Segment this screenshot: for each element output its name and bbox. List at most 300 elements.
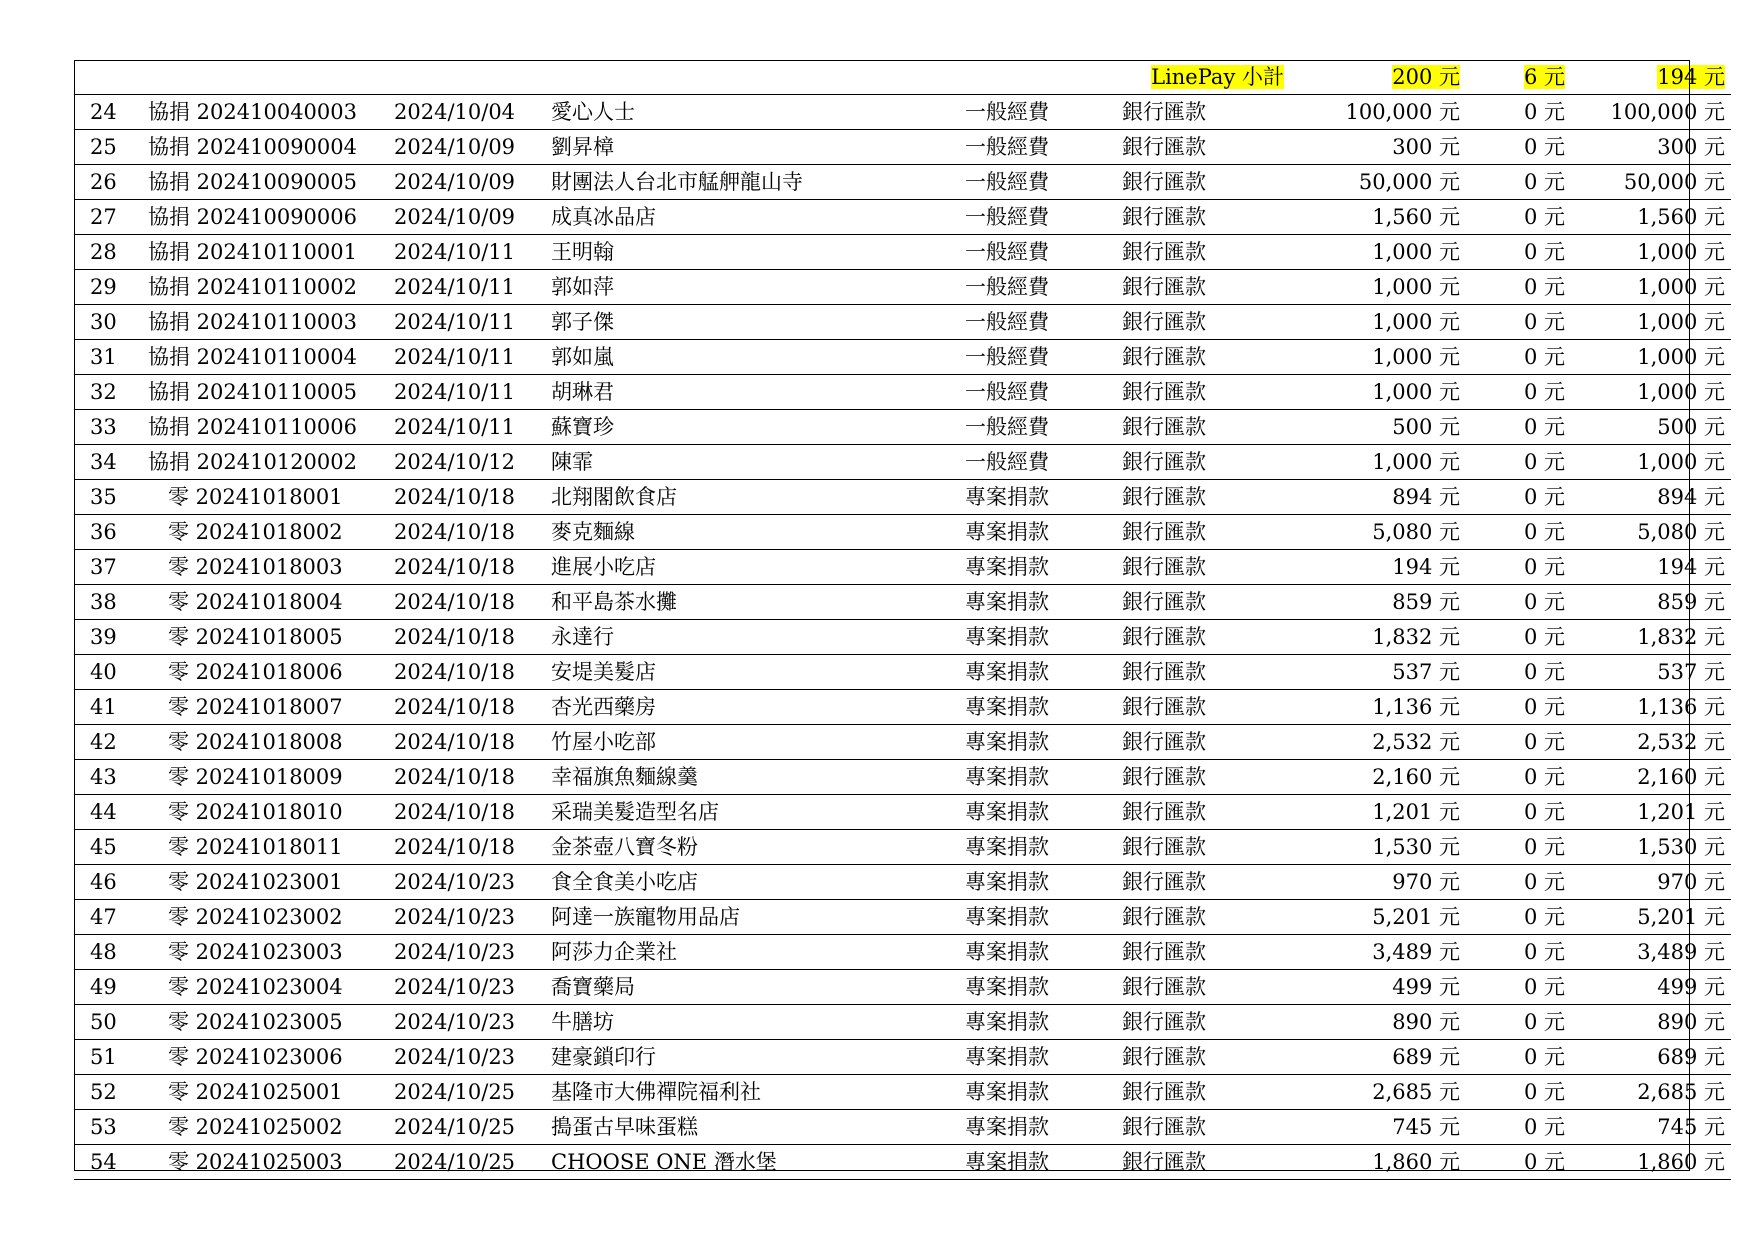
donation-type-text: 一般經費 xyxy=(965,205,1049,229)
handling-fee-text: 0 元 xyxy=(1523,310,1565,334)
handling-fee xyxy=(1468,1110,1571,1145)
donation-amount xyxy=(1294,830,1468,865)
table-row xyxy=(74,1040,1731,1075)
row-number-text: 26 xyxy=(90,170,117,194)
donation-ledger xyxy=(74,60,1725,1180)
receipt-id-text: 協捐 202410090005 xyxy=(148,170,358,194)
donation-date-text: 2024/10/23 xyxy=(394,1045,516,1069)
donation-date-text: 2024/10/09 xyxy=(394,170,516,194)
donation-date-text: 2024/10/04 xyxy=(394,100,516,124)
handling-fee xyxy=(1468,830,1571,865)
donation-amount-text: 1,201 元 xyxy=(1372,800,1460,824)
handling-fee-text: 0 元 xyxy=(1523,485,1565,509)
donation-amount-text: 890 元 xyxy=(1392,1010,1460,1034)
donor-name-text: 麥克麵線 xyxy=(551,520,635,544)
donation-date-text: 2024/10/09 xyxy=(394,205,516,229)
receipt-id-text: 協捐 202410110004 xyxy=(148,345,358,369)
receipt-id xyxy=(148,725,386,760)
table-row xyxy=(74,515,1731,550)
net-amount xyxy=(1571,270,1731,305)
payment-method xyxy=(1122,935,1294,970)
row-number-text: 28 xyxy=(90,240,117,264)
donor-name-text: 陳霏 xyxy=(551,450,593,474)
donor-name xyxy=(545,900,965,935)
net-amount xyxy=(1571,690,1731,725)
donor-name xyxy=(545,585,965,620)
donation-type xyxy=(965,165,1122,200)
row-number-text: 42 xyxy=(90,730,117,754)
donation-date xyxy=(386,620,545,655)
net-amount xyxy=(1571,200,1731,235)
donation-date xyxy=(386,1110,545,1145)
net-amount-text: 1,560 元 xyxy=(1637,205,1725,229)
handling-fee xyxy=(1468,970,1571,1005)
donor-name xyxy=(545,1145,965,1180)
receipt-id-text: 零 20241018009 xyxy=(168,765,343,789)
handling-fee xyxy=(1468,690,1571,725)
donor-name-text: 建豪鎖印行 xyxy=(551,1045,656,1069)
donation-type-text: 專案捐款 xyxy=(965,695,1049,719)
handling-fee-text: 0 元 xyxy=(1523,1045,1565,1069)
donation-type xyxy=(965,95,1122,130)
handling-fee xyxy=(1468,515,1571,550)
table-row xyxy=(74,445,1731,480)
net-amount-text: 689 元 xyxy=(1657,1045,1725,1069)
table-row xyxy=(74,970,1731,1005)
donor-name-text: 劉昇樟 xyxy=(551,135,614,159)
row-number xyxy=(74,1075,148,1110)
donor-name xyxy=(545,1110,965,1145)
payment-method xyxy=(1122,830,1294,865)
payment-method xyxy=(1122,1110,1294,1145)
donor-name xyxy=(545,410,965,445)
receipt-id xyxy=(148,1075,386,1110)
receipt-id xyxy=(148,1005,386,1040)
donation-amount-text: 499 元 xyxy=(1392,975,1460,999)
receipt-id xyxy=(148,270,386,305)
donation-amount-text: 194 元 xyxy=(1392,555,1460,579)
donation-type xyxy=(965,1110,1122,1145)
table-row xyxy=(74,130,1731,165)
net-amount-text: 5,201 元 xyxy=(1637,905,1725,929)
net-amount xyxy=(1571,795,1731,830)
receipt-id-text: 零 20241018011 xyxy=(168,835,343,859)
row-number xyxy=(74,445,148,480)
receipt-id xyxy=(148,900,386,935)
net-amount-text: 1,860 元 xyxy=(1637,1150,1725,1174)
donation-type-text: 專案捐款 xyxy=(965,555,1049,579)
donation-type xyxy=(965,725,1122,760)
receipt-id-text: 協捐 202410110005 xyxy=(148,380,358,404)
row-number xyxy=(74,200,148,235)
donation-amount-text: 1,000 元 xyxy=(1372,380,1460,404)
donor-name xyxy=(545,1040,965,1075)
donation-amount-text: 3,489 元 xyxy=(1372,940,1460,964)
payment-method-text: 銀行匯款 xyxy=(1122,450,1206,474)
net-amount xyxy=(1571,235,1731,270)
donation-amount-text: 100,000 元 xyxy=(1345,100,1460,124)
donation-type xyxy=(965,410,1122,445)
donation-amount-text: 300 元 xyxy=(1392,135,1460,159)
receipt-id xyxy=(148,480,386,515)
donation-date-text: 2024/10/18 xyxy=(394,730,516,754)
net-amount xyxy=(1571,1075,1731,1110)
net-amount-text: 2,532 元 xyxy=(1637,730,1725,754)
payment-method-text: 銀行匯款 xyxy=(1122,170,1206,194)
donation-type-text: 專案捐款 xyxy=(965,1010,1049,1034)
row-number xyxy=(74,375,148,410)
table-row xyxy=(74,340,1731,375)
receipt-id-text: 零 20241018002 xyxy=(168,520,343,544)
donation-type xyxy=(965,445,1122,480)
donation-type xyxy=(965,620,1122,655)
donation-date xyxy=(386,585,545,620)
donation-date xyxy=(386,900,545,935)
receipt-id xyxy=(148,130,386,165)
row-number-text: 32 xyxy=(90,380,117,404)
donor-name xyxy=(545,690,965,725)
handling-fee-text: 0 元 xyxy=(1523,240,1565,264)
donation-type xyxy=(965,690,1122,725)
donor-name-text: 基隆市大佛禪院福利社 xyxy=(551,1080,761,1104)
donor-name xyxy=(545,305,965,340)
handling-fee-text: 0 元 xyxy=(1523,835,1565,859)
donation-date xyxy=(386,1005,545,1040)
row-number xyxy=(74,515,148,550)
payment-method-text: 銀行匯款 xyxy=(1122,415,1206,439)
donor-name xyxy=(545,480,965,515)
handling-fee xyxy=(1468,200,1571,235)
handling-fee xyxy=(1468,1075,1571,1110)
net-amount xyxy=(1571,585,1731,620)
receipt-id xyxy=(148,95,386,130)
receipt-id xyxy=(148,830,386,865)
table-row xyxy=(74,1110,1731,1145)
net-amount xyxy=(1571,900,1731,935)
handling-fee-text: 0 元 xyxy=(1523,1080,1565,1104)
donation-amount xyxy=(1294,410,1468,445)
donation-type xyxy=(965,935,1122,970)
payment-method xyxy=(1122,865,1294,900)
donation-date xyxy=(386,480,545,515)
payment-method-text: 銀行匯款 xyxy=(1122,205,1206,229)
donor-name-text: 幸福旗魚麵線羹 xyxy=(551,765,698,789)
payment-method xyxy=(1122,690,1294,725)
donation-type-text: 一般經費 xyxy=(965,310,1049,334)
payment-method-text: 銀行匯款 xyxy=(1122,240,1206,264)
donation-type xyxy=(965,235,1122,270)
donor-name-text: 北翔閣飲食店 xyxy=(551,485,677,509)
table-row xyxy=(74,270,1731,305)
donation-amount xyxy=(1294,270,1468,305)
donation-amount xyxy=(1294,1110,1468,1145)
receipt-id-text: 零 20241025002 xyxy=(168,1115,343,1139)
donor-name-text: CHOOSE ONE 潛水堡 xyxy=(551,1150,777,1174)
handling-fee-text: 0 元 xyxy=(1523,205,1565,229)
donation-amount-text: 859 元 xyxy=(1392,590,1460,614)
donation-type-text: 專案捐款 xyxy=(965,765,1049,789)
donation-date xyxy=(386,795,545,830)
row-number-text: 44 xyxy=(90,800,117,824)
donation-date xyxy=(386,445,545,480)
net-amount-text: 50,000 元 xyxy=(1623,170,1725,194)
net-amount xyxy=(1571,1110,1731,1145)
donation-type-text: 專案捐款 xyxy=(965,835,1049,859)
net-amount-text: 1,136 元 xyxy=(1637,695,1725,719)
row-number-text: 47 xyxy=(90,905,117,929)
net-amount xyxy=(1571,130,1731,165)
table-row xyxy=(74,200,1731,235)
payment-method xyxy=(1122,375,1294,410)
receipt-id-text: 零 20241018001 xyxy=(168,485,343,509)
donor-name xyxy=(545,130,965,165)
receipt-id xyxy=(148,1040,386,1075)
donation-type-text: 專案捐款 xyxy=(965,800,1049,824)
donation-type xyxy=(965,550,1122,585)
receipt-id xyxy=(148,1145,386,1180)
donation-type-text: 一般經費 xyxy=(965,415,1049,439)
payment-method-text: 銀行匯款 xyxy=(1122,345,1206,369)
donation-date-text: 2024/10/18 xyxy=(394,800,516,824)
receipt-id-text: 協捐 202410090004 xyxy=(148,135,358,159)
payment-method-text: 銀行匯款 xyxy=(1122,275,1206,299)
donation-amount-text: 1,136 元 xyxy=(1372,695,1460,719)
receipt-id xyxy=(148,165,386,200)
table-row xyxy=(74,795,1731,830)
row-number xyxy=(74,795,148,830)
donation-amount-text: 894 元 xyxy=(1392,485,1460,509)
donation-date xyxy=(386,1075,545,1110)
net-amount-text: 300 元 xyxy=(1657,135,1725,159)
net-amount xyxy=(1571,305,1731,340)
row-number-text: 50 xyxy=(90,1010,117,1034)
donation-date xyxy=(386,130,545,165)
handling-fee xyxy=(1468,865,1571,900)
row-number-text: 49 xyxy=(90,975,117,999)
net-amount xyxy=(1571,515,1731,550)
donation-date-text: 2024/10/23 xyxy=(394,905,516,929)
donation-date xyxy=(386,655,545,690)
net-amount xyxy=(1571,410,1731,445)
handling-fee xyxy=(1468,480,1571,515)
donor-name xyxy=(545,1075,965,1110)
donation-amount xyxy=(1294,1145,1468,1180)
handling-fee-text: 0 元 xyxy=(1523,275,1565,299)
payment-method xyxy=(1122,1040,1294,1075)
payment-method-text: 銀行匯款 xyxy=(1122,485,1206,509)
donation-type xyxy=(965,970,1122,1005)
handling-fee xyxy=(1468,305,1571,340)
donation-amount xyxy=(1294,480,1468,515)
net-amount xyxy=(1571,620,1731,655)
payment-method xyxy=(1122,270,1294,305)
receipt-id-text: 協捐 202410110003 xyxy=(148,310,358,334)
receipt-id xyxy=(148,760,386,795)
donation-date-text: 2024/10/11 xyxy=(394,380,516,404)
donation-date-text: 2024/10/18 xyxy=(394,765,516,789)
donation-amount-text: 1,000 元 xyxy=(1372,450,1460,474)
donor-name-text: 蘇寶珍 xyxy=(551,415,614,439)
payment-method xyxy=(1122,620,1294,655)
handling-fee-text: 0 元 xyxy=(1523,800,1565,824)
donation-type xyxy=(965,270,1122,305)
donation-amount-text: 2,532 元 xyxy=(1372,730,1460,754)
handling-fee-text: 0 元 xyxy=(1523,555,1565,579)
receipt-id-text: 零 20241025001 xyxy=(168,1080,343,1104)
donation-date xyxy=(386,165,545,200)
net-amount xyxy=(1571,760,1731,795)
donor-name xyxy=(545,970,965,1005)
donation-type-text: 一般經費 xyxy=(965,275,1049,299)
donation-type-text: 專案捐款 xyxy=(965,1045,1049,1069)
payment-method-text: 銀行匯款 xyxy=(1122,660,1206,684)
receipt-id-text: 零 20241023004 xyxy=(168,975,343,999)
payment-method xyxy=(1122,95,1294,130)
donation-date xyxy=(386,95,545,130)
handling-fee-text: 0 元 xyxy=(1523,450,1565,474)
donation-type xyxy=(965,830,1122,865)
net-amount-text: 1,832 元 xyxy=(1637,625,1725,649)
donation-date-text: 2024/10/25 xyxy=(394,1150,516,1174)
donation-amount-text: 1,530 元 xyxy=(1372,835,1460,859)
handling-fee-text: 0 元 xyxy=(1523,660,1565,684)
donation-amount-text: 50,000 元 xyxy=(1358,170,1460,194)
net-amount xyxy=(1571,865,1731,900)
donor-name xyxy=(545,1005,965,1040)
row-number-text: 43 xyxy=(90,765,117,789)
donation-type xyxy=(965,375,1122,410)
net-amount xyxy=(1571,1145,1731,1180)
net-amount-text: 859 元 xyxy=(1657,590,1725,614)
donor-name-text: 牛膳坊 xyxy=(551,1010,614,1034)
row-number-text: 37 xyxy=(90,555,117,579)
donation-type xyxy=(965,515,1122,550)
net-amount xyxy=(1571,95,1731,130)
net-amount xyxy=(1571,1005,1731,1040)
donation-amount-text: 537 元 xyxy=(1392,660,1460,684)
handling-fee-text: 0 元 xyxy=(1523,975,1565,999)
donation-type xyxy=(965,1040,1122,1075)
receipt-id-text: 零 20241025003 xyxy=(168,1150,343,1174)
net-amount xyxy=(1571,830,1731,865)
donation-type-text: 專案捐款 xyxy=(965,870,1049,894)
receipt-id xyxy=(148,865,386,900)
handling-fee xyxy=(1468,375,1571,410)
table-row xyxy=(74,375,1731,410)
handling-fee-text: 0 元 xyxy=(1523,905,1565,929)
receipt-id xyxy=(148,200,386,235)
donation-amount-text: 745 元 xyxy=(1392,1115,1460,1139)
donation-type-text: 專案捐款 xyxy=(965,730,1049,754)
handling-fee xyxy=(1468,900,1571,935)
row-number-text: 52 xyxy=(90,1080,117,1104)
donor-name-text: 竹屋小吃部 xyxy=(551,730,656,754)
receipt-id-text: 零 20241018010 xyxy=(168,800,343,824)
donor-name-text: 食全食美小吃店 xyxy=(551,870,698,894)
donation-type-text: 專案捐款 xyxy=(965,660,1049,684)
donation-date xyxy=(386,1040,545,1075)
receipt-id xyxy=(148,515,386,550)
donation-type-text: 專案捐款 xyxy=(965,905,1049,929)
row-number xyxy=(74,935,148,970)
receipt-id xyxy=(148,375,386,410)
receipt-id xyxy=(148,305,386,340)
handling-fee xyxy=(1468,410,1571,445)
receipt-id-text: 協捐 202410120002 xyxy=(148,450,358,474)
payment-method-text: 銀行匯款 xyxy=(1122,590,1206,614)
receipt-id-text: 協捐 202410090006 xyxy=(148,205,358,229)
donation-amount xyxy=(1294,690,1468,725)
handling-fee-text: 0 元 xyxy=(1523,415,1565,439)
table-row xyxy=(74,480,1731,515)
donor-name-text: 和平島茶水攤 xyxy=(551,590,677,614)
net-amount-text: 500 元 xyxy=(1657,415,1725,439)
donation-type xyxy=(965,1075,1122,1110)
table-row xyxy=(74,1005,1731,1040)
table-row xyxy=(74,690,1731,725)
row-number-text: 46 xyxy=(90,870,117,894)
donor-name xyxy=(545,270,965,305)
donor-name xyxy=(545,935,965,970)
donation-amount xyxy=(1294,375,1468,410)
receipt-id-text: 協捐 202410110001 xyxy=(148,240,358,264)
donation-amount-text: 5,080 元 xyxy=(1372,520,1460,544)
donation-date-text: 2024/10/11 xyxy=(394,415,516,439)
net-amount-text: 1,000 元 xyxy=(1637,450,1725,474)
donor-name-text: 胡琳君 xyxy=(551,380,614,404)
donation-type-text: 一般經費 xyxy=(965,135,1049,159)
donation-type-text: 一般經費 xyxy=(965,170,1049,194)
donation-type-text: 專案捐款 xyxy=(965,485,1049,509)
payment-method-text: 銀行匯款 xyxy=(1122,940,1206,964)
donation-amount xyxy=(1294,935,1468,970)
donation-amount-text: 1,000 元 xyxy=(1372,345,1460,369)
donation-date-text: 2024/10/11 xyxy=(394,240,516,264)
donor-name-text: 金茶壺八寶冬粉 xyxy=(551,835,698,859)
donation-type-text: 專案捐款 xyxy=(965,520,1049,544)
row-number-text: 33 xyxy=(90,415,117,439)
row-number-text: 54 xyxy=(90,1150,117,1174)
row-number xyxy=(74,1145,148,1180)
row-number-text: 38 xyxy=(90,590,117,614)
handling-fee xyxy=(1468,725,1571,760)
handling-fee-text: 0 元 xyxy=(1523,730,1565,754)
row-number-text: 51 xyxy=(90,1045,117,1069)
donation-type-text: 專案捐款 xyxy=(965,1115,1049,1139)
donor-name-text: 郭如萍 xyxy=(551,275,614,299)
donation-amount xyxy=(1294,305,1468,340)
net-amount-text: 3,489 元 xyxy=(1637,940,1725,964)
handling-fee xyxy=(1468,1040,1571,1075)
row-number xyxy=(74,340,148,375)
net-amount xyxy=(1571,1040,1731,1075)
row-number-text: 40 xyxy=(90,660,117,684)
donation-amount-text: 500 元 xyxy=(1392,415,1460,439)
row-number xyxy=(74,585,148,620)
handling-fee xyxy=(1468,585,1571,620)
receipt-id xyxy=(148,340,386,375)
net-amount-text: 1,530 元 xyxy=(1637,835,1725,859)
payment-method xyxy=(1122,900,1294,935)
donation-type xyxy=(965,340,1122,375)
receipt-id-text: 零 20241023005 xyxy=(168,1010,343,1034)
row-number xyxy=(74,1040,148,1075)
net-amount xyxy=(1571,970,1731,1005)
table-row xyxy=(74,550,1731,585)
donor-name-text: 阿莎力企業社 xyxy=(551,940,677,964)
donation-amount xyxy=(1294,165,1468,200)
receipt-id-text: 零 20241018005 xyxy=(168,625,343,649)
